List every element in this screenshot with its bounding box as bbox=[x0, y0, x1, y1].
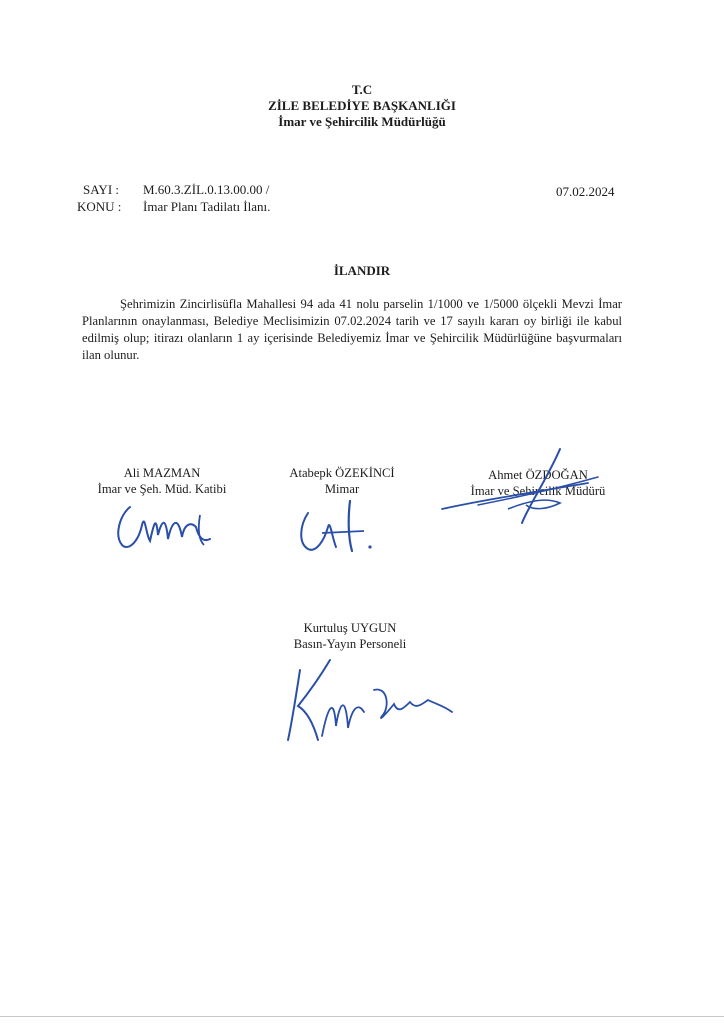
signatory-2 bbox=[262, 465, 422, 497]
bottom-rule bbox=[0, 1016, 724, 1017]
signatory-3 bbox=[448, 467, 628, 499]
header-tc: T.C bbox=[351, 82, 373, 97]
header-department: İmar ve Şehircilik Müdürlüğü bbox=[278, 114, 446, 129]
document-date: 07.02.2024 bbox=[556, 184, 615, 199]
signature-4-image bbox=[278, 656, 468, 746]
signatory-1 bbox=[72, 465, 252, 497]
notice-title: İLANDIR bbox=[333, 263, 391, 278]
sayi-value: M.60.3.ZİL.0.13.00.00 / bbox=[143, 182, 270, 197]
signatory-3-name: Ahmet ÖZDOĞAN bbox=[488, 468, 588, 482]
document-header bbox=[0, 82, 724, 130]
header-institution: ZİLE BELEDİYE BAŞKANLIĞI bbox=[268, 98, 456, 113]
signatory-2-title: Mimar bbox=[324, 482, 360, 496]
signatory-1-title: İmar ve Şeh. Müd. Katibi bbox=[97, 482, 227, 496]
signatory-4-title: Basın-Yayın Personeli bbox=[293, 637, 407, 651]
notice-body: Şehrimizin Zincirlisüfla Mahallesi 94 ada 41 nolu parselin 1/1000 ve 1/5000 ölçekli Mevzi İmar Planlarının onaylanması, Belediye Meclisimizin 07.02.2024 tarih ve 17 sayılı kararı oy birliği ile kabul edilmiş olup; itirazı olanların 1 ay içerisinde Belediyemiz İmar ve Şehircilik Müdürlüğüne başvurmaları ilan olunur. bbox=[82, 297, 622, 362]
signatory-3-title: İmar ve Şehircilik Müdürü bbox=[470, 484, 606, 498]
konu-label: KONU : bbox=[77, 199, 122, 214]
sayi-label: SAYI : bbox=[83, 182, 120, 197]
signatory-4-name: Kurtuluş UYGUN bbox=[303, 621, 397, 635]
signature-2-image bbox=[294, 497, 394, 557]
konu-value: İmar Planı Tadilatı İlanı. bbox=[143, 199, 271, 214]
signatory-1-name: Ali MAZMAN bbox=[123, 466, 201, 480]
signatory-2-name: Atabерk ÖZEKİNCİ bbox=[289, 466, 395, 480]
signature-1-image bbox=[112, 495, 232, 555]
signatory-4 bbox=[270, 620, 430, 652]
signature-3-image bbox=[438, 447, 608, 527]
